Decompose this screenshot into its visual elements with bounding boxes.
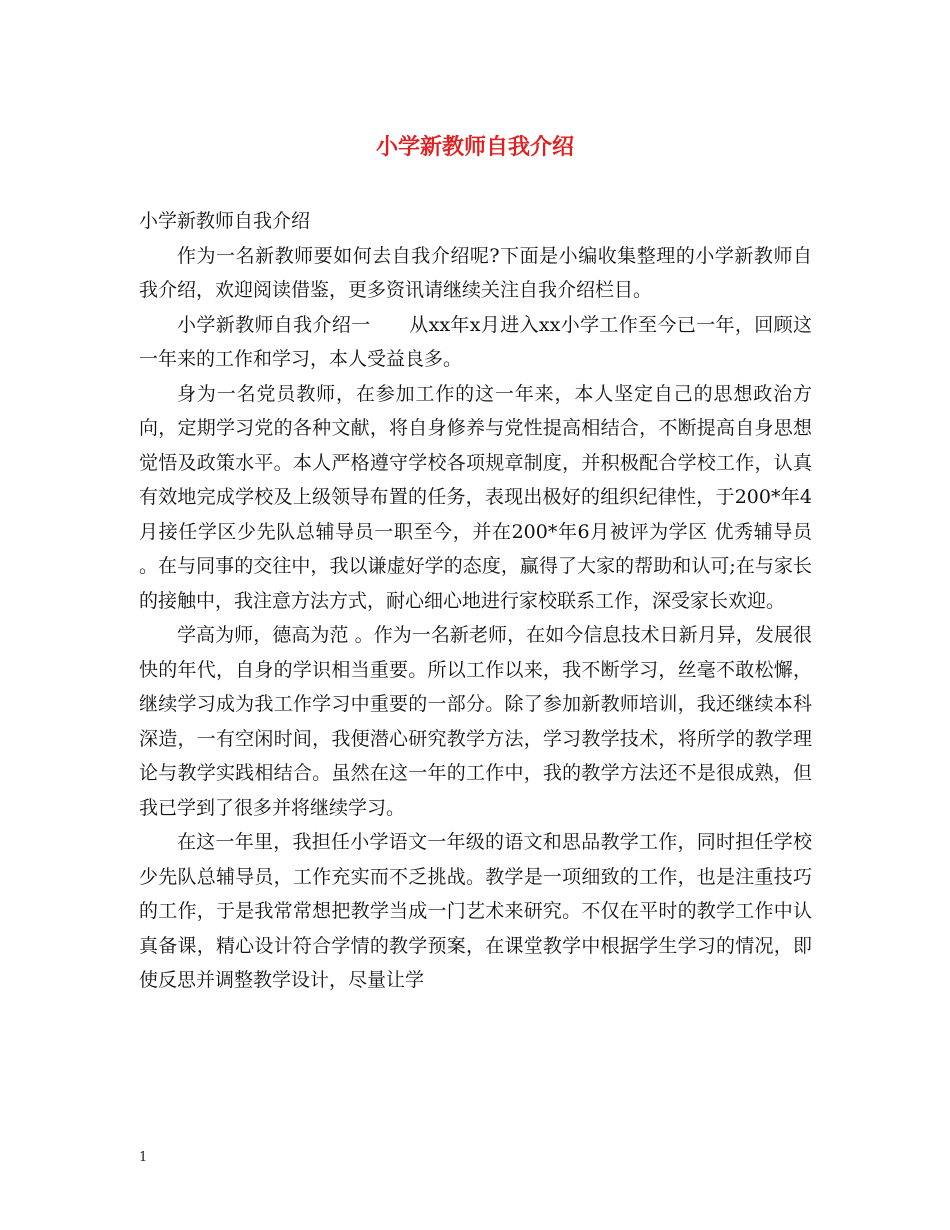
learning-paragraph: 学高为师，德高为范 。作为一名新老师，在如今信息技术日新月异，发展很快的年代，自身的学识相当重要。所以工作以来，我不断学习，丝毫不敢松懈，继续学习成为我工作学习中重要的一部分。除了参加新教师培训，我还继续本科深造，一有空闲时间，我便潜心研究教学方法，学习教学技术，将所学的教学理论与教学实践相结合。虽然在这一年的工作中，我的教学方法还不是很成熟，但我已学到了很多并将继续学习。 [139, 624, 812, 819]
party-member-paragraph: 身为一名党员教师，在参加工作的这一年来，本人坚定自己的思想政治方向，定期学习党的各种文献，将自身修养与党性提高相结合，不断提高自身思想觉悟及政策水平。本人严格遵守学校各项规章制度，并积极配合学校工作，认真有效地完成学校及上级领导布置的任务，表现出极好的组织纪律性，于200*年4月接任学区少先队总辅导员一职至今，并在200*年6月被评为学区 优秀辅导员 。在与同事的交往中，我以谦虚好学的态度，赢得了大家的帮助和认可;在与家长的接触中，我注意方法方式，耐心细心地进行家校联系工作，深受家长欢迎。 [139, 382, 812, 612]
document-title: 小学新教师自我介绍 [375, 134, 574, 160]
intro-paragraph: 作为一名新教师要如何去自我介绍呢?下面是小编收集整理的小学新教师自我介绍，欢迎阅读借鉴，更多资讯请继续关注自我介绍栏目。 [139, 244, 812, 301]
subtitle-paragraph: 小学新教师自我介绍 [139, 210, 311, 232]
page-number: 1 [139, 1150, 148, 1165]
teaching-paragraph: 在这一年里，我担任小学语文一年级的语文和思品教学工作，同时担任学校少先队总辅导员，工作充实而不乏挑战。教学是一项细致的工作，也是注重技巧的工作，于是我常常想把教学当成一门艺术来研究。不仅在平时的教学工作中认真备课，精心设计符合学情的教学预案，在课堂教学中根据学生学习的情况，即使反思并调整教学设计，尽量让学 [139, 831, 812, 991]
section-one-paragraph: 小学新教师自我介绍一 从xx年x月进入xx小学工作至今已一年，回顾这一年来的工作和学习，本人受益良多。 [139, 313, 812, 370]
document-body [139, 204, 812, 998]
